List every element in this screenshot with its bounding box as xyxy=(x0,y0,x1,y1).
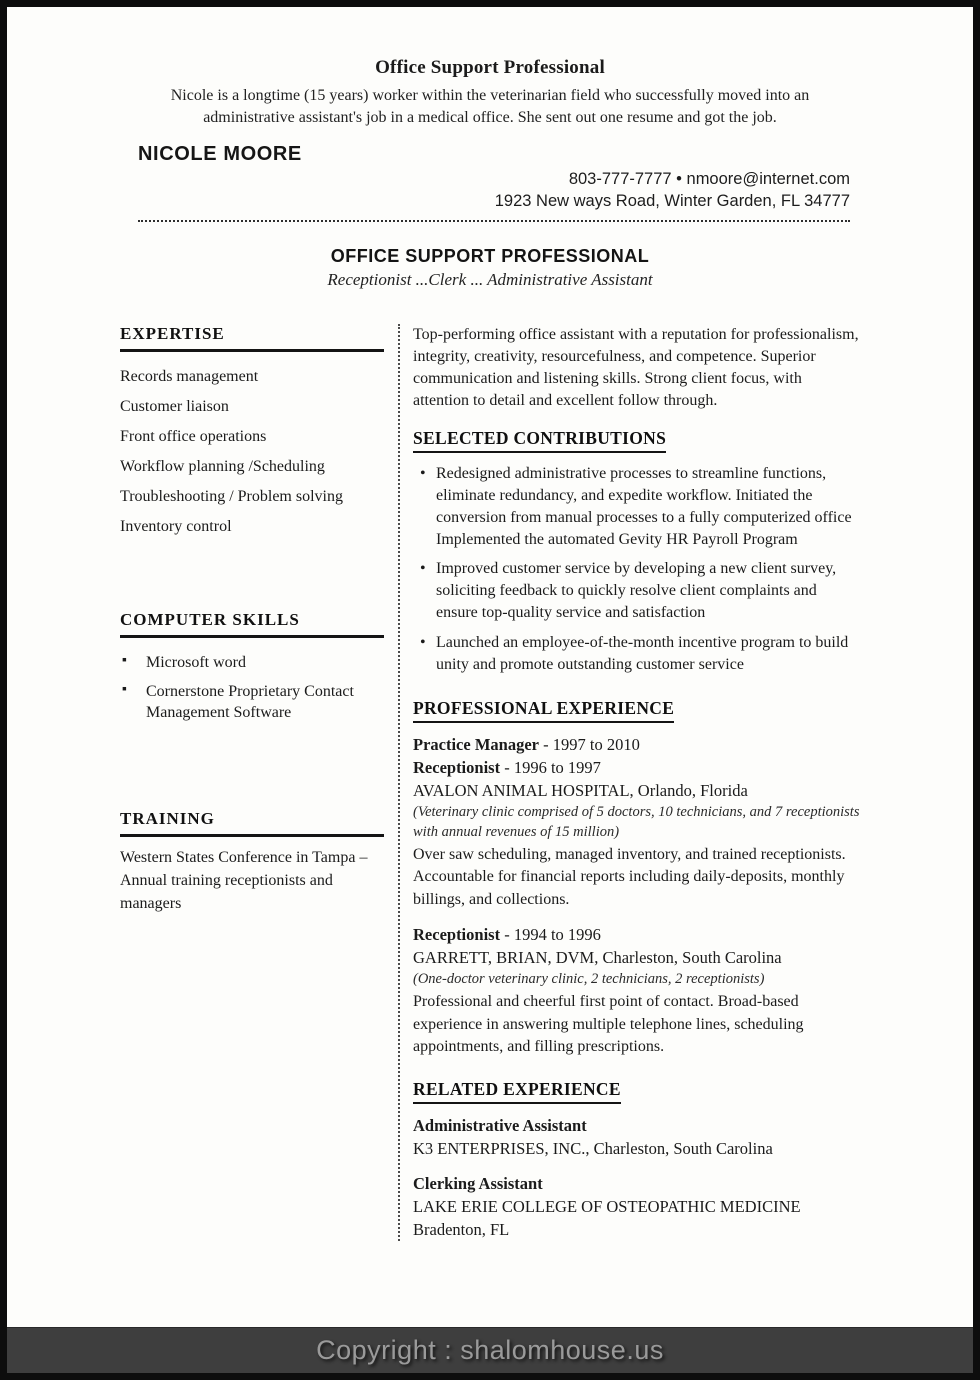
footer-bar xyxy=(7,1327,973,1373)
address-line: 1923 New ways Road, Winter Garden, FL 34777 xyxy=(494,192,850,211)
job-title: Receptionist xyxy=(413,757,501,777)
job-role-line xyxy=(413,756,860,779)
related-title: Clerking Assistant xyxy=(413,1173,543,1193)
header-dotted-divider xyxy=(138,220,850,222)
job-dates: - 1996 to 1997 xyxy=(500,757,601,777)
headline-title: OFFICE SUPPORT PROFESSIONAL xyxy=(330,245,650,266)
copyright-text: Copyright : shalomhouse.us xyxy=(316,1335,664,1365)
job-dates: - 1994 to 1996 xyxy=(500,925,601,945)
experience-heading-text: PROFESSIONAL EXPERIENCE xyxy=(413,698,674,723)
headline xyxy=(120,246,860,290)
related-entry xyxy=(413,1114,860,1160)
computer-skills-list xyxy=(120,652,384,723)
job-company: GARRETT, BRIAN, DVM, Charleston, South Carolina xyxy=(413,948,782,968)
main-column xyxy=(398,324,860,1241)
training-text: Western States Conference in Tampa – Annual training receptionists and managers xyxy=(120,849,368,912)
related-heading-text: RELATED EXPERIENCE xyxy=(413,1079,621,1104)
computer-skill-item: ▪ Microsoft word xyxy=(120,652,370,673)
contributions-list xyxy=(413,463,860,676)
job-description: Over saw scheduling, managed inventory, and trained receptionists. Accountable for financial reports including daily-deposits, monthly billings, and collections. xyxy=(413,845,846,908)
expertise-section xyxy=(120,324,384,538)
related-heading xyxy=(413,1079,860,1104)
headline-subtitle: Receptionist ...Clerk ... Administrative Assistant xyxy=(327,269,653,289)
job-dates: - 1997 to 2010 xyxy=(538,734,640,754)
computer-skill-item: ▪ Cornerstone Proprietary Contact Management Software xyxy=(120,681,370,723)
job-role-line xyxy=(413,923,860,946)
intro-header xyxy=(120,57,860,129)
expertise-item: Customer liaison xyxy=(120,397,229,415)
contribution-item: • Launched an employee-of-the-month incentive program to build unity and promote outstanding customer service xyxy=(413,632,860,676)
contributions-heading xyxy=(413,428,860,453)
phone-email-line: 803-777-7777 • nmoore@internet.com xyxy=(568,170,850,189)
contribution-item: • Improved customer service by developing a new client survey, soliciting feedback to quickly resolve client complaints and ensure top-quality service and satisfaction xyxy=(413,558,860,624)
related-title: Administrative Assistant xyxy=(413,1115,587,1135)
resume-content xyxy=(7,7,973,1327)
intro-title: Office Support Professional xyxy=(375,57,605,78)
candidate-name: NICOLE MOORE xyxy=(138,143,302,166)
experience-heading xyxy=(413,698,860,723)
job-company: AVALON ANIMAL HOSPITAL, Orlando, Florida xyxy=(413,780,748,800)
job-note: (One-doctor veterinary clinic, 2 technicians, 2 receptionists) xyxy=(413,971,765,988)
job-entry xyxy=(413,733,860,911)
expertise-heading: EXPERTISE xyxy=(120,324,384,352)
training-heading: TRAINING xyxy=(120,809,384,837)
related-org: LAKE ERIE COLLEGE OF OSTEOPATHIC MEDICINE Bradenton, FL xyxy=(413,1196,801,1239)
expertise-list xyxy=(120,366,384,538)
related-org: K3 ENTERPRISES, INC., Charleston, South Carolina xyxy=(413,1138,773,1158)
expertise-item: Workflow planning /Scheduling xyxy=(120,457,325,475)
summary-paragraph: Top-performing office assistant with a reputation for professionalism, integrity, creativity, resourcefulness, and competence. Superior communication and listening skills. Strong client focus, with attention to detail and excellent follow through. xyxy=(413,325,859,409)
intro-description: Nicole is a longtime (15 years) worker within the veterinarian field who successfully moved into an administrative assistant's job in a medical office. She sent out one resume and got the job. xyxy=(170,87,810,127)
computer-skills-heading: COMPUTER SKILLS xyxy=(120,610,384,638)
computer-skills-section xyxy=(120,610,384,723)
expertise-item: Front office operations xyxy=(120,427,267,445)
job-note: (Veterinary clinic comprised of 5 doctors, 10 technicians, and 7 receptionists with annual revenues of 15 million) xyxy=(413,803,860,840)
training-section xyxy=(120,809,384,915)
expertise-item: Troubleshooting / Problem solving xyxy=(120,488,343,505)
job-entry xyxy=(413,923,860,1058)
expertise-item: Inventory control xyxy=(120,518,232,536)
job-title: Receptionist xyxy=(413,925,501,945)
job-role-line xyxy=(413,733,860,756)
contact-block xyxy=(138,143,850,222)
two-column-body xyxy=(120,324,860,1241)
related-entry xyxy=(413,1172,860,1241)
sidebar xyxy=(120,324,398,1241)
job-description: Professional and cheerful first point of contact. Broad-based experience in answering multiple telephone lines, scheduling appointments, and filling prescriptions. xyxy=(413,993,804,1056)
job-title: Practice Manager xyxy=(413,734,539,754)
contribution-item: • Redesigned administrative processes to streamline functions, eliminate redundancy, and expedite workflow. Initiated the conversion from manual processes to a fully computerized office Implemented the automated Gevity HR Payroll Program xyxy=(413,463,860,551)
contact-lines xyxy=(138,168,850,213)
expertise-item: Records management xyxy=(120,367,259,385)
contributions-heading-text: SELECTED CONTRIBUTIONS xyxy=(413,428,666,453)
